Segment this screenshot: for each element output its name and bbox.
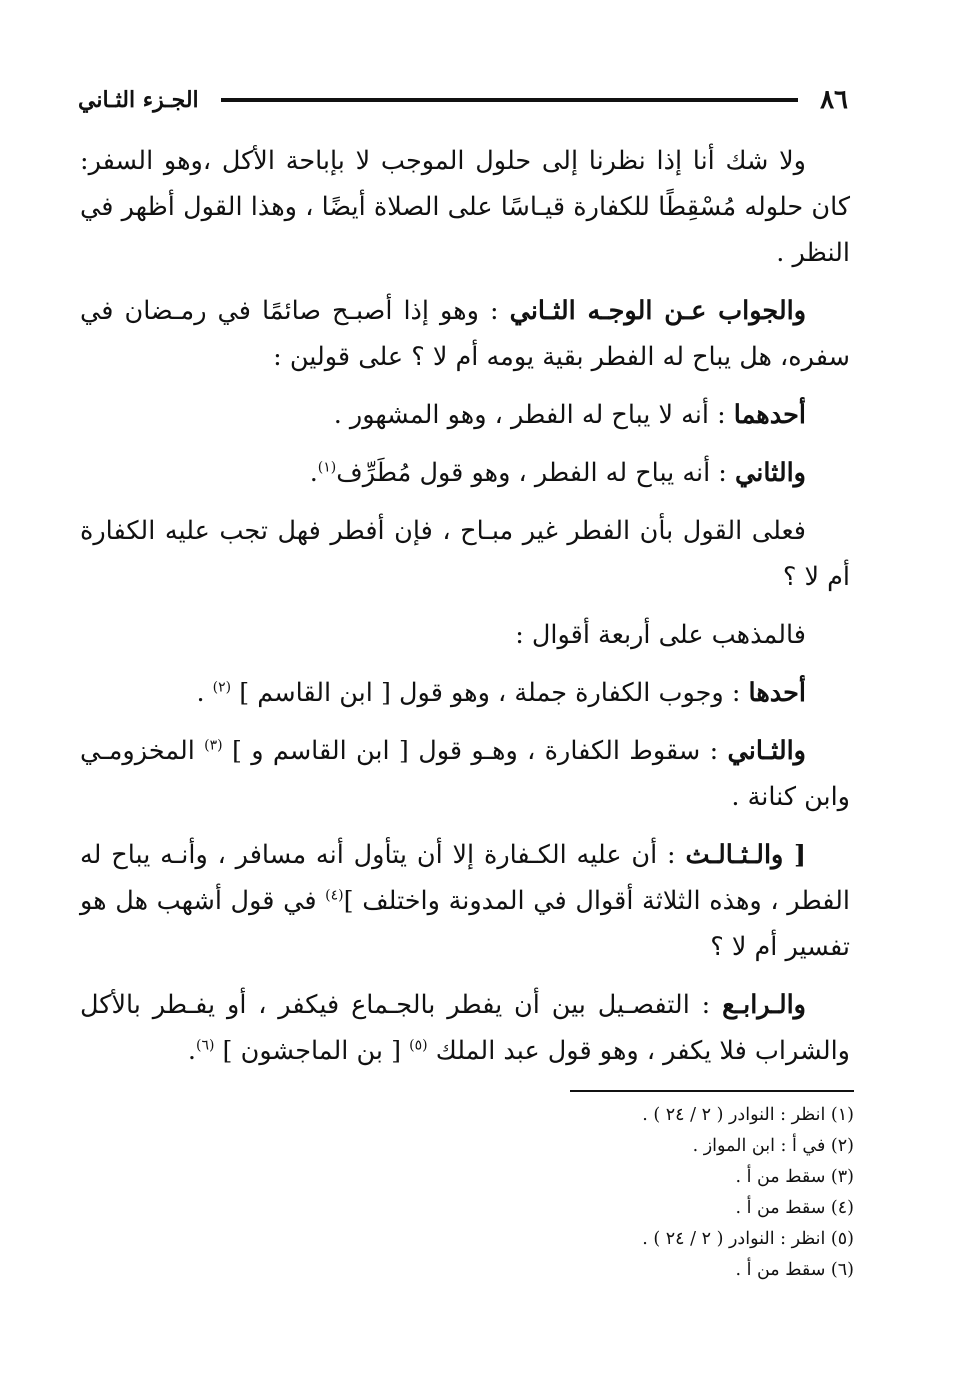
- part-title: الجـزء الثـاني: [78, 87, 199, 113]
- paragraph-text-tail: .: [187, 1036, 196, 1066]
- paragraph: [80, 670, 850, 716]
- footnote: (٣) سقط من أ .: [735, 1167, 854, 1187]
- page-number: ٨٦: [820, 85, 848, 115]
- paragraph-text: ولا شك أنا إذا نظرنا إلى حلول الموجب لا بإباحة الأكل ،وهو السفر: كان حلوله مُسْقِطًا للكفارة قيـاسًا على الصلاة أيضًا ، وهذا القول أظهر في النظر .: [80, 146, 850, 268]
- paragraph-heading: والـرابـع: [722, 990, 806, 1020]
- paragraph: [80, 982, 850, 1074]
- main-text: [80, 138, 850, 1086]
- paragraph: [80, 508, 850, 600]
- paragraph-text: فعلى القول بأن الفطر غير مبـاح ، فإن أفطر فهل تجب عليه الكفارة أم لا ؟: [80, 516, 850, 592]
- paragraph: [80, 138, 850, 276]
- paragraph-text: : التفصـيل بين أن يفطر بالجـماع فيكفر ، أو يفـطر بالأكل والشراب فلا يكفر ، وهو قول عبد الملك: [80, 990, 850, 1066]
- paragraph: [80, 728, 850, 820]
- paragraph-heading: أحدهما: [733, 400, 806, 430]
- footnote-separator: [570, 1090, 854, 1092]
- paragraph-heading: والجواب عـن الوجـه الثـاني: [509, 296, 807, 326]
- paragraph-text: : وجوب الكفارة جملة ، وهو قول [ ابن القاسم ]: [231, 678, 749, 708]
- footnote-marker: (٥): [409, 1037, 428, 1054]
- paragraph: [80, 612, 850, 658]
- footnote: (٢) في أ : ابن المواز .: [692, 1136, 854, 1156]
- footnote: (١) انظر : النوادر ( ٢ / ٢٤ ) .: [642, 1105, 854, 1125]
- paragraph: [80, 288, 850, 380]
- page-header: [78, 84, 848, 116]
- footnote-marker: (٣): [204, 737, 223, 754]
- paragraph-heading: [ والـثـالـث: [685, 840, 807, 870]
- footnote: (٥) انظر : النوادر ( ٢ / ٢٤ ) .: [642, 1229, 854, 1249]
- paragraph-text-tail: في قول أشهب هل هو تفسير أم لا ؟: [80, 886, 850, 962]
- paragraph-text-tail: .: [196, 678, 213, 708]
- paragraph-text: : أن عليه الكـفارة إلا أن يتأول أنه مسافر ، وأنـه يباح له الفطر ، وهذه الثلاثة أقوال في المدونة واختلف ]: [80, 840, 850, 916]
- footnote: (٦) سقط من أ .: [735, 1260, 854, 1280]
- paragraph-text-tail: .: [309, 458, 318, 488]
- paragraph-heading: أحدها: [748, 678, 806, 708]
- paragraph-text: : سقوط الكفارة ، وهـو قول [ ابن القاسم و ]: [222, 736, 728, 766]
- paragraph: [80, 832, 850, 970]
- paragraph-text: فالمذهب على أربعة أقوال :: [515, 620, 806, 650]
- paragraph-text-tail: [ بن الماجشون ]: [214, 1036, 410, 1066]
- paragraph: [80, 392, 850, 438]
- footnote: (٤) سقط من أ .: [735, 1198, 854, 1218]
- footnote-marker: (١): [317, 459, 337, 476]
- paragraph-text-tail: المخزومـي وابن كنانة .: [80, 736, 850, 812]
- header-rule: [221, 98, 798, 102]
- footnote-marker: (٤): [325, 887, 344, 904]
- paragraph-text: : وهو إذا أصبـح صائمًا في رمـضان في سفره، هل يباح له الفطر بقية يومه أم لا ؟ على قولين :: [80, 296, 850, 372]
- paragraph-heading: والثاني: [735, 458, 806, 488]
- paragraph-text: : أنه يباح له الفطر ، وهو قول مُطَرِّف: [336, 458, 736, 488]
- paragraph-text: : أنه لا يباح له الفطر ، وهو المشهور .: [333, 400, 734, 430]
- footnotes: [254, 1100, 854, 1286]
- footnote-marker: (٢): [212, 679, 232, 696]
- paragraph-heading: والثـاني: [727, 736, 806, 766]
- footnote-marker: (٦): [195, 1037, 215, 1054]
- paragraph: [80, 450, 850, 496]
